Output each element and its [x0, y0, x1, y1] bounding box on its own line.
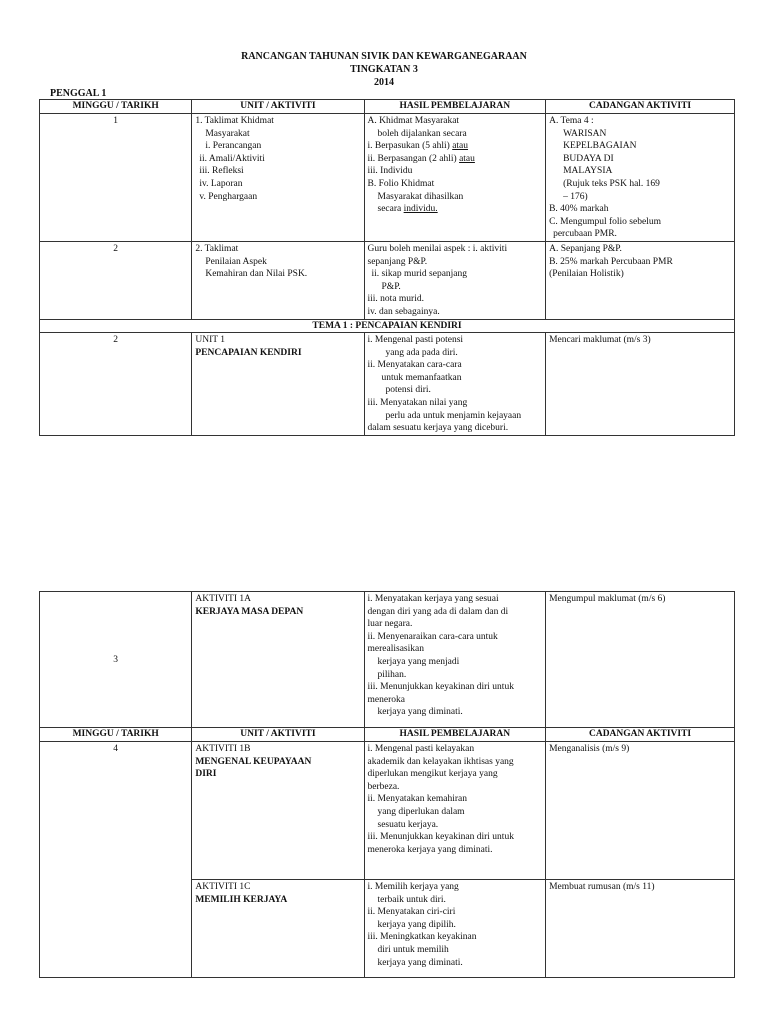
outcome-line: sepanjang P&P. [367, 256, 428, 267]
unit-line: ii. Amali/Aktiviti [199, 153, 265, 164]
activity-line: BUDAYA DI [563, 153, 614, 164]
table-row [40, 333, 735, 436]
unit-code: AKTIVITI 1C [195, 882, 251, 892]
outcome-line: i. Mengenal pasti kelayakan [367, 744, 475, 754]
outcome-line: i. Memilih kerjaya yang [367, 882, 459, 892]
outcome-cell [364, 333, 546, 436]
activity-line: C. Mengumpul folio sebelum [549, 216, 661, 227]
outcome-line: i. Menyatakan kerjaya yang sesuai [367, 594, 499, 604]
outcome-line: ii. Menyatakan ciri-ciri [367, 907, 456, 918]
outcome-line: iii. Menunjukkan keyakinan diri untuk [367, 682, 514, 693]
outcome-cell [364, 592, 546, 728]
outcome-line: ii. sikap murid sepanjang [371, 269, 468, 280]
term-label: PENGGAL 1 [50, 88, 107, 99]
col-header-outcome: HASIL PEMBELAJARAN [364, 728, 546, 742]
plan-table-page2 [39, 591, 735, 978]
document-title: RANCANGAN TAHUNAN SIVIK DAN KEWARGANEGARAAN [241, 51, 527, 62]
activity-line: (Penilaian Holistik) [549, 269, 624, 280]
outcome-line: meneroka kerjaya yang diminati. [367, 844, 493, 855]
outcome-line: akademik dan kelayakan ikhtisas yang [367, 756, 514, 767]
table-row [40, 114, 735, 242]
document-subtitle-form: TINGKATAN 3 [350, 64, 418, 75]
outcome-line: kerjaya yang dipilih. [377, 919, 456, 930]
outcome-line: kerjaya yang diminati. [377, 707, 463, 718]
unit-title: MEMILIH KERJAYA [195, 894, 288, 905]
unit-cell [192, 114, 364, 242]
unit-code: AKTIVITI 1B [195, 744, 251, 754]
col-header-unit: UNIT / AKTIVITI [192, 728, 364, 742]
outcome-line: yang ada pada diri. [385, 347, 458, 358]
unit-cell [192, 592, 364, 728]
unit-cell [192, 880, 364, 978]
unit-title: DIRI [195, 769, 217, 780]
activity-line: A. Tema 4 : [549, 116, 594, 126]
activity-line: A. Sepanjang P&P. [549, 243, 622, 254]
week-cell: 2 [40, 241, 192, 319]
outcome-line: boleh dijalankan secara [377, 128, 467, 139]
col-header-outcome: HASIL PEMBELAJARAN [364, 100, 546, 114]
outcome-line: kerjaya yang diminati. [377, 957, 463, 968]
activity-line: MALAYSIA [563, 166, 613, 177]
outcome-line: ii. Menyenaraikan cara-cara untuk [367, 631, 498, 642]
unit-code: AKTIVITI 1A [195, 594, 252, 604]
outcome-line: berbeza. [367, 781, 400, 792]
document-subtitle-year: 2014 [374, 77, 394, 88]
outcome-line: terbaik untuk diri. [377, 894, 446, 905]
col-header-week: MINGGU / TARIKH [40, 728, 192, 742]
week-cell: 3 [40, 592, 192, 728]
outcome-line: yang diperlukan dalam [377, 806, 465, 817]
unit-line: Kemahiran dan Nilai PSK. [205, 269, 308, 280]
unit-cell [192, 241, 364, 319]
outcome-line: iii. Meningkatkan keyakinan [367, 932, 477, 943]
unit-cell [192, 742, 364, 880]
unit-code: UNIT 1 [195, 335, 225, 346]
outcome-line: iii. Individu [367, 166, 413, 177]
table-row [40, 742, 735, 880]
outcome-line: i. Berpasukan (5 ahli) atau [367, 141, 469, 152]
table-row [40, 592, 735, 728]
week-cell: 2 [40, 333, 192, 436]
outcome-line: iii. nota murid. [367, 294, 424, 305]
outcome-cell [364, 241, 546, 319]
outcome-line: secara individu. [377, 204, 438, 215]
outcome-line: perlu ada untuk menjamin kejayaan [385, 410, 522, 421]
outcome-line: i. Mengenal pasti potensi [367, 335, 464, 346]
col-header-week: MINGGU / TARIKH [40, 100, 192, 114]
outcome-line: ii. Menyatakan kemahiran [367, 794, 467, 805]
unit-line: 1. Taklimat Khidmat [195, 116, 274, 126]
col-header-activity: CADANGAN AKTIVITI [546, 100, 735, 114]
unit-title: PENCAPAIAN KENDIRI [195, 347, 302, 358]
activity-line: Mencari maklumat (m/s 3) [549, 335, 651, 346]
activity-line: B. 25% markah Percubaan PMR [549, 256, 673, 267]
activity-line: Membuat rumusan (m/s 11) [549, 882, 655, 892]
unit-line: v. Penghargaan [199, 191, 258, 202]
activity-line: WARISAN [563, 128, 607, 139]
outcome-line: pilihan. [377, 669, 407, 680]
outcome-line: dalam sesuatu kerjaya yang diceburi. [367, 423, 509, 434]
outcome-line: Masyarakat dihasilkan [377, 191, 464, 202]
activity-cell [546, 592, 735, 728]
activity-cell [546, 880, 735, 978]
outcome-line: untuk memanfaatkan [381, 372, 462, 383]
table-row [40, 241, 735, 319]
week-cell: 1 [40, 114, 192, 242]
activity-cell [546, 333, 735, 436]
activity-line: Mengumpul maklumat (m/s 6) [549, 594, 666, 604]
theme-row [40, 319, 735, 333]
plan-table-page1 [39, 99, 735, 436]
unit-line: iii. Refleksi [199, 166, 244, 177]
outcome-cell [364, 742, 546, 880]
outcome-line: iv. dan sebagainya. [367, 306, 440, 317]
outcome-cell [364, 880, 546, 978]
activity-cell [546, 241, 735, 319]
activity-line: B. 40% markah [549, 204, 609, 215]
outcome-line: B. Folio Khidmat [367, 178, 435, 189]
outcome-line: diperlukan mengikut kerjaya yang [367, 769, 498, 780]
outcome-line: ii. Menyatakan cara-cara [367, 360, 462, 371]
unit-line: iv. Laporan [199, 178, 243, 189]
outcome-line: meneroka [367, 694, 405, 705]
outcome-line: luar negara. [367, 619, 413, 630]
unit-cell [192, 333, 364, 436]
outcome-line: dengan diri yang ada di dalam dan di [367, 606, 509, 617]
col-header-activity: CADANGAN AKTIVITI [546, 728, 735, 742]
outcome-line: iii. Menunjukkan keyakinan diri untuk [367, 832, 514, 843]
activity-cell [546, 742, 735, 880]
activity-cell [546, 114, 735, 242]
unit-title: KERJAYA MASA DEPAN [195, 606, 304, 617]
unit-title: MENGENAL KEUPAYAAN [195, 756, 312, 767]
activity-line: percubaan PMR. [553, 229, 617, 240]
unit-line: Penilaian Aspek [205, 256, 267, 267]
table-header-row [40, 100, 735, 114]
activity-line: – 176) [563, 191, 588, 202]
outcome-line: iii. Menyatakan nilai yang [367, 398, 468, 409]
week-cell: 4 [40, 742, 192, 978]
unit-line: 2. Taklimat [195, 243, 239, 254]
unit-line: Masyarakat [205, 128, 250, 139]
outcome-line: P&P. [381, 281, 401, 292]
outcome-line: kerjaya yang menjadi [377, 656, 460, 667]
outcome-line: merealisasikan [367, 644, 424, 655]
activity-line: Menganalisis (m/s 9) [549, 744, 630, 754]
activity-line: (Rujuk teks PSK hal. 169 [563, 178, 660, 189]
unit-line: i. Perancangan [205, 141, 262, 152]
col-header-unit: UNIT / AKTIVITI [192, 100, 364, 114]
outcome-line: potensi diri. [385, 385, 431, 396]
outcome-line: A. Khidmat Masyarakat [367, 116, 460, 126]
table-header-row [40, 728, 735, 742]
outcome-line: Guru boleh menilai aspek : i. aktiviti [367, 243, 508, 254]
outcome-line: diri untuk memilih [377, 944, 449, 955]
outcome-line: sesuatu kerjaya. [377, 819, 439, 830]
theme-heading: TEMA 1 : PENCAPAIAN KENDIRI [40, 319, 735, 333]
outcome-line: ii. Berpasangan (2 ahli) atau [367, 153, 475, 164]
activity-line: KEPELBAGAIAN [563, 141, 637, 152]
outcome-cell [364, 114, 546, 242]
